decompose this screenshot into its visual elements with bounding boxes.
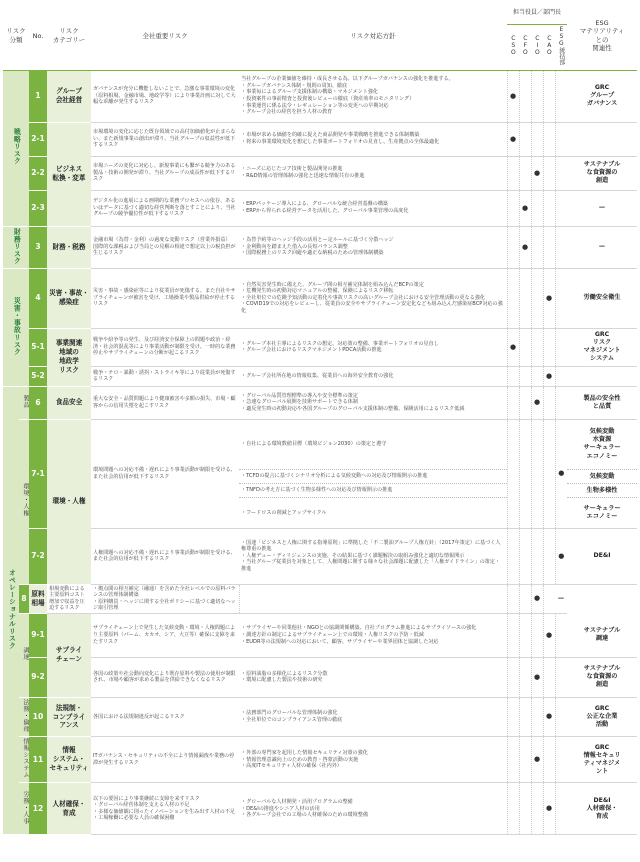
table-row <box>3 122 637 156</box>
owner-mark <box>543 584 555 613</box>
owner-mark: ● <box>543 366 555 386</box>
owner-mark: ● <box>531 156 543 190</box>
risk-category: 災害・事故・ 感染症 <box>47 268 91 328</box>
owner-mark <box>519 268 531 328</box>
owner-mark <box>507 783 519 835</box>
esg-materiality: サステナブル な食資源の 創造 <box>567 156 637 190</box>
table-row <box>3 268 637 328</box>
risk-policy: ・自然災害発生時に備えた、グループ間の相互補完体制を組み込んだBCPの策定 ・危機発生時の初動対応マニュアルの整備、保険によるリスク移転 ・全社単位での危険予知活動の定着化や事故リスクの高いグループ会社における安全管理活動の更なる強化 ・COVID19での対応をレビューし、従業員の安全やサプライチェーン安定化なども組み込んだ感染症BCP対応の強化 <box>239 268 507 328</box>
owner-mark <box>543 156 555 190</box>
owner-mark <box>555 190 567 226</box>
owner-mark <box>543 528 555 584</box>
major-risk: 市場環境の変化に応じた既存領域での高付加価値化が止まらない、また新規事業の創出が滞り、当社グループの収益性が低下するリスク <box>91 122 239 156</box>
risk-policy: ・為替予約等のヘッジ手段の活用とー定ルールに基づく分散ヘッジ ・金利動向を踏まえた借入の長短バランス調整 ・国際税務上のリスク回避や適正な納税のための管理体制構築 <box>239 226 507 268</box>
group-info: 情報システム <box>19 737 29 783</box>
owner-mark <box>543 190 555 226</box>
risk-no: 9-1 <box>29 613 47 657</box>
header-esg: ESG マテリアリティ との 関連性 <box>567 2 637 70</box>
owner-mark <box>519 783 531 835</box>
owner-mark <box>519 657 531 697</box>
major-risk: 金融市場（為替・金利）の過度な変動リスク（営業外損益） 国際的な課税および当局との見解の相違で想定以上の税負担が生じるリスク <box>91 226 239 268</box>
owner-mark: ● <box>543 783 555 835</box>
owner-mark <box>507 156 519 190</box>
risk-no: 5-1 <box>29 328 47 366</box>
owner-mark <box>519 386 531 419</box>
risk-no: 12 <box>29 783 47 835</box>
owner-mark <box>519 737 531 783</box>
group-legal: 法務・倫理 <box>19 697 29 736</box>
owner-mark: ● <box>531 657 543 697</box>
owner-mark <box>543 657 555 697</box>
major-risk: デジタル化の進展による画期的な業務プロセスへの依存、あるいはデータに基づく適切な経営判断を落とすことにより、当社グループの競争優位性が低下するリスク <box>91 190 239 226</box>
owner-mark <box>519 70 531 122</box>
table-row <box>3 697 637 736</box>
esg-materiality: 気候変動 水資源 サーキュラー エコノミー 気候変動 生物多様性 サーキュラー エコノミー <box>567 419 637 528</box>
owner-mark <box>531 419 543 528</box>
major-risk: 各国の政策や社会動向変化により既存原料や製法の使用が制限され、市場や顧客が求める製品を供給できなくなるリスク <box>91 657 239 697</box>
risk-category: 人材確保・ 育成 <box>47 783 91 835</box>
owner-mark <box>555 697 567 736</box>
risk-policy: ・市場が求める価値を的確に捉えた商品開発や事業戦略を推進できる体制構築 ・将来の事業環境変化を想定した事業ポートフォリオの見直し、生産拠点の全体最適化 <box>239 122 507 156</box>
risk-no: 3 <box>29 226 47 268</box>
owner-mark <box>519 122 531 156</box>
owner-mark <box>531 366 543 386</box>
owner-mark <box>555 70 567 122</box>
owner-mark <box>543 386 555 419</box>
risk-no: 9-2 <box>29 657 47 697</box>
major-risk: 市場ニーズの変化に対応し、新規事業にも繋がる競争力のある製品・技術の開発が滞り、当社グループの成長性が低下するリスク <box>91 156 239 190</box>
risk-no: 10 <box>29 697 47 736</box>
major-risk: 災害・事故・感染症等により従業員が死傷する、また自社やサプライチェーンが被害を受け、工場操業や製品供給が停止するリスク <box>91 268 239 328</box>
owner-mark: ● <box>519 190 531 226</box>
risk-category: 財務・税務 <box>47 226 91 268</box>
risk-category: 法規制・ コンプライ アンス <box>47 697 91 736</box>
risk-category: 事業関連 地域の 地政学 リスク <box>47 328 91 386</box>
policy-item: ・TNFDの考え方に基づく生物多様性への対応及び情報開示の推進 <box>239 484 507 498</box>
esg-materiality <box>567 366 637 386</box>
risk-policy: ・外部の専門家を起用した情報セキュリティ対策の強化 ・情報管理意識向上のための教育・啓蒙活動の実施 ・高度ITセキュリティ人材の確保（社内外） <box>239 737 507 783</box>
owner-mark: ● <box>507 122 519 156</box>
major-risk: 戦争・テロ・暴動・誘拐・ストライキ等により従業員が死傷するリスク <box>91 366 239 386</box>
table-row <box>3 226 637 268</box>
header-owner-cio: CIO <box>531 24 543 70</box>
risk-category: サプライ チェーン <box>47 613 91 697</box>
owner-mark: ● <box>507 70 519 122</box>
owner-mark <box>531 226 543 268</box>
owner-mark: ● <box>531 737 543 783</box>
major-risk: ITガバナンス・セキュリティの不全により情報漏洩や業務の停滞が発生するリスク <box>91 737 239 783</box>
risk-no: 2-2 <box>29 156 47 190</box>
group-disaster: 災害・事故リスク <box>3 268 29 386</box>
risk-policy <box>239 419 507 528</box>
risk-category: 原料相場 <box>29 584 47 613</box>
owner-mark <box>531 122 543 156</box>
group-strategy: 戦略リスク <box>3 70 29 226</box>
major-risk: 環境問題への対応不備・遅れにより事業活動が制限を受ける、また社会的信用が低下するリスク <box>91 419 239 528</box>
owner-mark <box>555 122 567 156</box>
owner-mark <box>519 156 531 190</box>
table-row <box>3 528 637 584</box>
owner-mark <box>555 328 567 366</box>
risk-no: 11 <box>29 737 47 783</box>
table-row <box>3 613 637 657</box>
table-row <box>3 156 637 190</box>
owner-mark <box>519 366 531 386</box>
risk-policy: ・法務部門のグローバルな管理体制の強化 ・全社単位でのコンプライアンス管理の徹底 <box>239 697 507 736</box>
risk-category: ビジネス 転換・変革 <box>47 122 91 226</box>
owner-mark <box>543 737 555 783</box>
risk-policy: ・グループ本社主導によるリスクの想定、対応策の整備、事業ポートフォリオの見直し ・グループ会社におけるリスクマネジメントPDCA活動の推進 <box>239 328 507 366</box>
group-finance: 財務リスク <box>3 226 29 268</box>
esg-materiality: GRC 公正な企業 活動 <box>567 697 637 736</box>
owner-mark: ● <box>543 268 555 328</box>
owner-mark: ● <box>555 419 567 528</box>
esg-materiality: GRC グループ ガバナンス <box>567 70 637 122</box>
owner-mark <box>555 366 567 386</box>
owner-mark <box>507 268 519 328</box>
group-product: 製品 <box>19 386 29 419</box>
major-risk: 各国における法規制違反が起こるリスク <box>91 697 239 736</box>
owner-mark <box>555 737 567 783</box>
esg-materiality: GRC 情報セキュリ ティマネジメ ント <box>567 737 637 783</box>
owner-mark <box>507 226 519 268</box>
table-row <box>3 366 637 386</box>
owner-mark <box>519 528 531 584</box>
owner-mark: ● <box>543 613 555 657</box>
group-operation: オペレーショナルリスク <box>3 386 19 835</box>
header-major-risk: 全社重要リスク <box>91 2 239 70</box>
owner-mark <box>519 697 531 736</box>
esg-materiality: — <box>555 584 567 613</box>
risk-table <box>3 2 637 835</box>
header-risk-class: リスク 分類 <box>3 2 29 70</box>
risk-category: 食品安全 <box>47 386 91 419</box>
group-env_human: 環境・人権 <box>19 419 29 584</box>
header-owner-cfo: CFO <box>519 24 531 70</box>
table-row <box>3 419 637 528</box>
risk-policy: ・グローバルな人材開発・活用プログラムの整備 ・DE&Iの推進やシニア人材の活用 ・各グループ会社での工場の人材確保のための環境整備 <box>239 783 507 835</box>
major-risk: 相場変動による主要原料コスト増加で収益を圧迫するリスク <box>47 584 91 613</box>
risk-policy: ・グループ会社所在地の情報収集、従業員への海外安全教育の強化 <box>239 366 507 386</box>
esg-materiality <box>567 122 637 156</box>
owner-mark <box>543 419 555 528</box>
risk-no: 2-3 <box>29 190 47 226</box>
owner-mark <box>543 70 555 122</box>
owner-mark: ● <box>519 226 531 268</box>
risk-category: 環境・人権 <box>47 419 91 584</box>
owner-mark <box>507 190 519 226</box>
owner-mark <box>507 737 519 783</box>
table-row <box>3 190 637 226</box>
risk-policy: ・グローバル品質管理標準の導入や安全標準の策定 ・急速なグローバル展開を技術サポートできる体制 ・適反発生時の初動対応や各国グループのグローバル支援体制の整備、保険活用によるリスク低減 <box>239 386 507 419</box>
esg-materiality: — <box>567 190 637 226</box>
risk-policy: ・サプライヤーや同業他社・NGOとの協調関係構築、自社プログラム推進によるサプライソースの強化 ・調達方針の制定によるサプライチェーン上での環境・人権リスクの予防・低減 ・EUDR等の法規制への対応において、顧客、サプライヤーや業界団体と協調した対応 <box>239 613 507 657</box>
risk-no: 2-1 <box>29 122 47 156</box>
esg-materiality: 労働安全衛生 <box>567 268 637 328</box>
major-risk: サプライチェーン上で発生した気候変動・環境・人権問題により主要原料（パーム、カカオ、シア、大豆等）確保に支障を来たすリスク <box>91 613 239 657</box>
policy-item: ・TCFDの提言に基づくシナリオ分析による気候変動への対応及び情報開示の推進 <box>239 470 507 484</box>
header-risk-category: リスク カテゴリー <box>47 2 91 70</box>
risk-no: 6 <box>29 386 47 419</box>
risk-policy: ・ニーズに応じたコア技術と製品開発の推進 ・R&D情報の管理体制の強化と迅速な情報共有の推進 <box>239 156 507 190</box>
risk-no: 1 <box>29 70 47 122</box>
esg-materiality: 製品の安全性 と品質 <box>567 386 637 419</box>
major-risk: 人権問題への対応不備・遅れにより事業活動が制限を受ける、また社会的信用が低下するリスク <box>91 528 239 584</box>
owner-mark: ● <box>507 328 519 366</box>
owner-mark <box>507 584 519 613</box>
risk-no: 7-1 <box>29 419 47 528</box>
group-labor: 労務・人事 <box>19 783 29 835</box>
owner-mark <box>519 613 531 657</box>
esg-materiality: サステナブル な食資源の 創造 <box>567 657 637 697</box>
owner-mark <box>555 226 567 268</box>
major-risk: 戦争や紛争等の発生、及び経済安全保障上の問題や政治・経済・社会的混乱等により事業活動が制限を受け、一時的な業務停止やサプライチェーンの分断が起こるリスク <box>91 328 239 366</box>
major-risk: 重大な安全・品質問題により健康被害や多額の損失、市場・顧客からの信用失墜を起こすリスク <box>91 386 239 419</box>
table-row <box>3 328 637 366</box>
owner-mark <box>519 584 531 613</box>
owner-mark <box>507 657 519 697</box>
owner-mark <box>531 190 543 226</box>
owner-mark <box>531 613 543 657</box>
esg-materiality: — <box>567 226 637 268</box>
risk-policy: ・ERPパッケージ導入による、グローバルな統合経営基盤の構築 ・ERPから得られる経営データを活用した、グローバル事業管理の高度化 <box>239 190 507 226</box>
owner-mark: ● <box>555 528 567 584</box>
header-owner-cao: CAO <box>543 24 555 70</box>
owner-mark <box>507 419 519 528</box>
risk-no: 7-2 <box>29 528 47 584</box>
risk-no: 4 <box>29 268 47 328</box>
major-risk: ガバナンスが充分に機能しないことで、急激な事業環境の変化（原料相場、金融市場、地政学等）により事業計画に対して大幅な乖離が発生するリスク <box>91 70 239 122</box>
major-risk: 以下の要因により事業継続に支障を来すリスク ・グローバル経営体制を支える人材の不足 ・多様な価値観に則ったイノベーションを生み出す人材の不足 ・工場稼働に必要な人員の確保困難 <box>91 783 239 835</box>
owner-mark <box>507 613 519 657</box>
owner-mark <box>555 156 567 190</box>
owner-mark <box>555 386 567 419</box>
owner-mark <box>531 528 543 584</box>
header-policy: リスク対応方針 <box>239 2 507 70</box>
table-row <box>3 386 637 419</box>
risk-category: 情報 システム・ セキュリティ <box>47 737 91 783</box>
group-procure: 調達 <box>19 613 29 697</box>
owner-mark <box>555 657 567 697</box>
owner-mark <box>239 584 507 613</box>
owner-mark <box>531 328 543 366</box>
table-row <box>3 584 637 613</box>
owner-mark <box>531 70 543 122</box>
owner-mark: ● <box>531 584 543 613</box>
owner-mark <box>555 783 567 835</box>
policy-item: ・フードロスの削減とアップサイクル <box>241 509 327 516</box>
owner-mark <box>519 419 531 528</box>
owner-mark <box>555 268 567 328</box>
header-owner-esg: ESG統括部 <box>555 24 567 70</box>
owner-mark <box>543 328 555 366</box>
owner-mark <box>507 366 519 386</box>
owner-mark: ● <box>543 697 555 736</box>
owner-mark <box>543 226 555 268</box>
owner-mark <box>555 613 567 657</box>
risk-policy: ・拠点間の相互補完（融通）を含めた全社レベルでの原料バランスの管理体制構築 ・原料購買・ヘッジに関する全社ポリシーに基づく適切なヘッジ取引管理 <box>91 584 239 613</box>
owner-mark <box>531 783 543 835</box>
table-row <box>3 657 637 697</box>
owner-mark <box>543 122 555 156</box>
policy-item: ・自社による環境数値目標（環境ビジョン2030）の策定と遵守 <box>239 420 507 470</box>
risk-no: 5-2 <box>29 366 47 386</box>
risk-no: 8 <box>19 584 29 613</box>
table-row <box>3 70 637 122</box>
owner-mark <box>519 328 531 366</box>
header-owner-group: 担当役員／部門長 <box>507 2 567 24</box>
owner-mark <box>531 268 543 328</box>
header-no: No. <box>29 2 47 70</box>
esg-materiality: DE&I 人材確保・ 育成 <box>567 783 637 835</box>
owner-mark <box>507 528 519 584</box>
risk-policy: ・国連「ビジネスと人権に関する指導原則」に準拠した「不二製油グループ人権方針」（2017年策定）に基づく人権尊重の推進 ・人権デュー・ディリジェンスの実施、その結果に基づく課題解決の取組み強化と適切な情報開示 ・当社グループ従業員を対象として、人権問題に関する様々な社会課題に配慮した「人権ガイドライン」の策定・推進 <box>239 528 507 584</box>
risk-policy: ・原料油脂の多様化によるリスク分散 ・環境に配慮した製法や技術の研究 <box>239 657 507 697</box>
owner-mark <box>507 697 519 736</box>
risk-policy: 当社グループの企業価値を維持・成長させる為、以下グループガバナンスの強化を推進する。 ・グループガバナンス体制・規則の周知、徹底 ・事業毎によるグループ支援体制の構築・マネジメント強化 ・投資案件の事前精査と投資後レビューの徹底（資産効率のモニタリング） ・事業運営に係る法令・レギュレーション等の変更への早期対応 ・グループ会社の経営を担う人材の教育 <box>239 70 507 122</box>
esg-materiality: DE&I <box>567 528 637 584</box>
owner-mark <box>507 386 519 419</box>
owner-mark <box>531 697 543 736</box>
table-row <box>3 737 637 783</box>
owner-mark: ● <box>531 386 543 419</box>
risk-category: グループ 会社経営 <box>47 70 91 122</box>
table-row <box>3 783 637 835</box>
esg-materiality: サステナブル 調達 <box>567 613 637 657</box>
esg-materiality: GRC リスク マネジメント システム <box>567 328 637 366</box>
header-owner-cso: CSO <box>507 24 519 70</box>
